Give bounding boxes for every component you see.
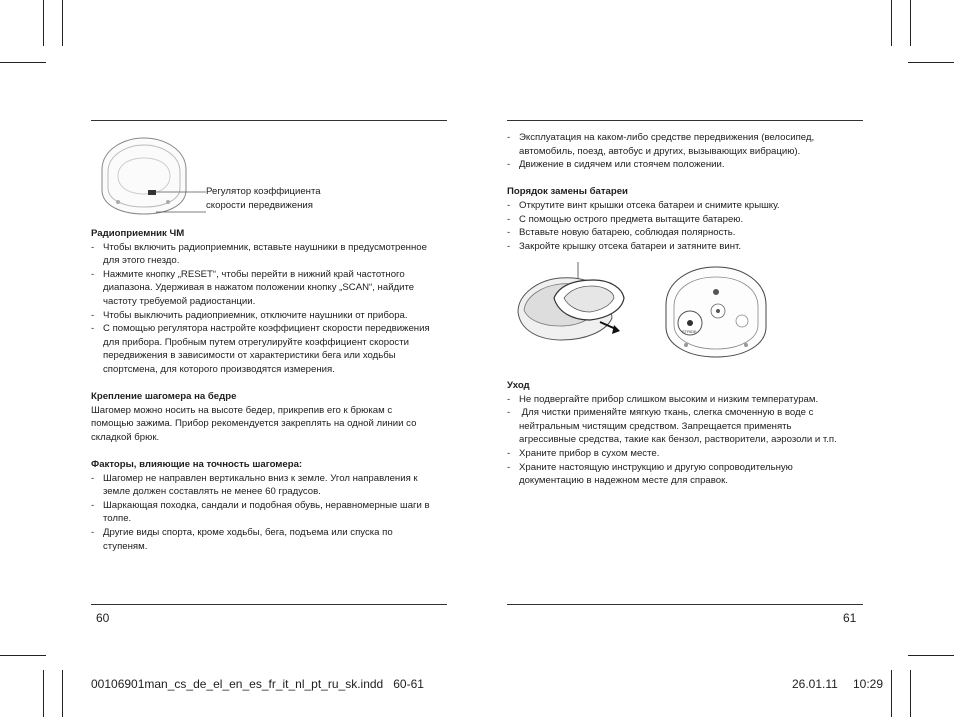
pedometer-open-back-illustration: [662, 265, 772, 365]
paragraph-line: складкой брюк.: [91, 431, 160, 443]
crop-mark: [891, 670, 892, 717]
list-item: [507, 406, 867, 447]
item-line: диапазона. Удерживая в нажатом положении кнопку „SCAN“, найдите: [103, 282, 415, 294]
list-item: [91, 241, 451, 268]
list-item: [507, 213, 867, 227]
bullet: -: [507, 132, 511, 143]
bullet: -: [91, 241, 95, 253]
right-page-body: [507, 131, 867, 253]
page-number-right: 61: [843, 611, 857, 625]
bullet: -: [507, 199, 511, 211]
list-item: [507, 461, 867, 488]
left-page-body: [91, 227, 451, 553]
care-section: [507, 379, 867, 488]
item-line: земле должен составлять не менее 60 градусов.: [103, 486, 321, 498]
item-line: Движение в сидячем или стоячем положении.: [519, 159, 725, 171]
crop-mark: [908, 62, 954, 63]
item-line: Чтобы выключить радиоприемник, отключите наушники от прибора.: [103, 309, 408, 321]
item-line: Другие виды спорта, кроме ходьбы, бега, подъема или спуска по: [103, 527, 393, 539]
item-line: Шаркающая походка, сандали и подобная обувь, неравномерные шаги в: [103, 499, 430, 511]
item-line: нейтральным чистящим средством. Запрещается применять: [519, 420, 792, 432]
crop-mark: [0, 62, 46, 63]
item-line: Чтобы включить радиоприемник, вставьте наушники в предусмотренное: [103, 241, 427, 253]
item-line: Закройте крышку отсека батареи и затяните винт.: [519, 240, 742, 252]
crop-mark: [891, 0, 892, 46]
battery-cover-illustration: [514, 262, 634, 352]
paragraph-line: помощью зажима. Прибор рекомендуется закреплять на одной линии со: [91, 418, 417, 430]
crop-mark: [0, 655, 46, 656]
bullet: -: [507, 159, 511, 171]
caption-line: скорости передвижения: [206, 199, 313, 211]
item-line: ступеням.: [103, 540, 148, 552]
section-heading-battery: Порядок замены батареи: [507, 186, 628, 198]
left-footer-rule: [91, 604, 447, 605]
bullet: -: [507, 240, 511, 252]
bullet: -: [507, 393, 511, 405]
item-line: Вставьте новую батарею, соблюдая полярность.: [519, 227, 736, 239]
crop-mark: [62, 0, 63, 46]
list-item: [507, 158, 867, 172]
bullet: -: [507, 407, 511, 419]
list-item: [91, 526, 451, 553]
list-item: [507, 447, 867, 461]
item-line: Эксплуатация на каком-либо средстве передвижения (велосипед,: [519, 132, 815, 143]
bullet: -: [91, 472, 95, 484]
section-heading-accuracy: Факторы, влияющие на точность шагомера:: [91, 459, 303, 471]
bullet: -: [91, 268, 95, 280]
list-item: [91, 472, 451, 499]
list-item: [507, 131, 867, 158]
stride-label: STRIDE: [682, 329, 697, 334]
page-number-left: 60: [96, 611, 110, 625]
list-item: [507, 226, 867, 240]
item-line: передвижения в зависимости от характеристики бега или ходьбы: [103, 350, 396, 362]
paragraph-line: Шагомер можно носить на высоте бедер, прикрепив его к брюкам с: [91, 404, 393, 416]
caption-line: Регулятор коэффициента: [206, 186, 321, 197]
list-item: [91, 309, 451, 323]
item-line: Нажмите кнопку „RESET“, чтобы перейти в нижний край частотного: [103, 268, 405, 280]
crop-mark: [910, 0, 911, 46]
bullet: -: [91, 309, 95, 321]
item-line: Храните настоящую инструкцию и другую сопроводительную: [519, 461, 793, 473]
print-time: 10:29: [853, 677, 884, 691]
print-date: 26.01.11: [792, 677, 838, 691]
bullet: -: [91, 323, 95, 335]
list-item: [507, 199, 867, 213]
item-line: Открутите винт крышки отсека батареи и снимите крышку.: [519, 199, 780, 211]
item-line: толпе.: [103, 513, 132, 525]
section-heading-radio: Радиоприемник ЧМ: [91, 228, 185, 239]
crop-mark: [910, 670, 911, 717]
item-line: Для чистки применяйте мягкую ткань, слегка смоченную в воде с: [519, 407, 814, 419]
bullet: -: [91, 499, 95, 511]
item-line: для прибора. Пробным путем отрегулируйте коэффициент скорости: [103, 336, 409, 348]
list-item: [91, 268, 451, 309]
item-line: С помощью регулятора настройте коэффициент скорости передвижения: [103, 323, 430, 335]
list-item: [507, 240, 867, 254]
crop-mark: [43, 0, 44, 46]
bullet: -: [507, 447, 511, 459]
item-line: для этого гнездо.: [103, 255, 180, 267]
item-line: частоту требуемой радиостанции.: [103, 295, 256, 307]
section-heading-care: Уход: [507, 380, 530, 391]
item-line: спортсмена, для которого производятся измерения.: [103, 363, 335, 375]
item-line: агрессивные средства, такие как бензол, растворители, аэрозоли и т.п.: [519, 434, 837, 446]
section-heading-clip: Крепление шагомера на бедре: [91, 391, 237, 403]
pedometer-back-illustration: [96, 134, 216, 224]
crop-mark: [43, 670, 44, 717]
file-name: 00106901man_cs_de_el_en_es_fr_it_nl_pt_ru_sk.indd 60-61: [91, 677, 424, 691]
item-line: автомобиль, поезд, автобус и других, вызывающих вибрацию).: [519, 145, 801, 157]
item-line: Храните прибор в сухом месте.: [519, 447, 660, 459]
list-item: [507, 393, 867, 407]
item-line: Шагомер не направлен вертикально вниз к земле. Угол направления к: [103, 472, 418, 484]
left-header-rule: [91, 120, 447, 121]
right-header-rule: [507, 120, 863, 121]
bullet: -: [507, 227, 511, 239]
list-item: [91, 322, 451, 376]
item-line: Не подвергайте прибор слишком высоким и низким температурам.: [519, 393, 819, 405]
item-line: документацию в надежном месте для справок.: [519, 475, 728, 487]
crop-mark: [62, 670, 63, 717]
right-footer-rule: [507, 604, 863, 605]
item-line: С помощью острого предмета вытащите батарею.: [519, 213, 744, 225]
bullet: -: [507, 213, 511, 225]
bullet: -: [91, 527, 95, 539]
bullet: -: [507, 461, 511, 473]
crop-mark: [908, 655, 954, 656]
figure-caption: [206, 185, 321, 212]
list-item: [91, 499, 451, 526]
